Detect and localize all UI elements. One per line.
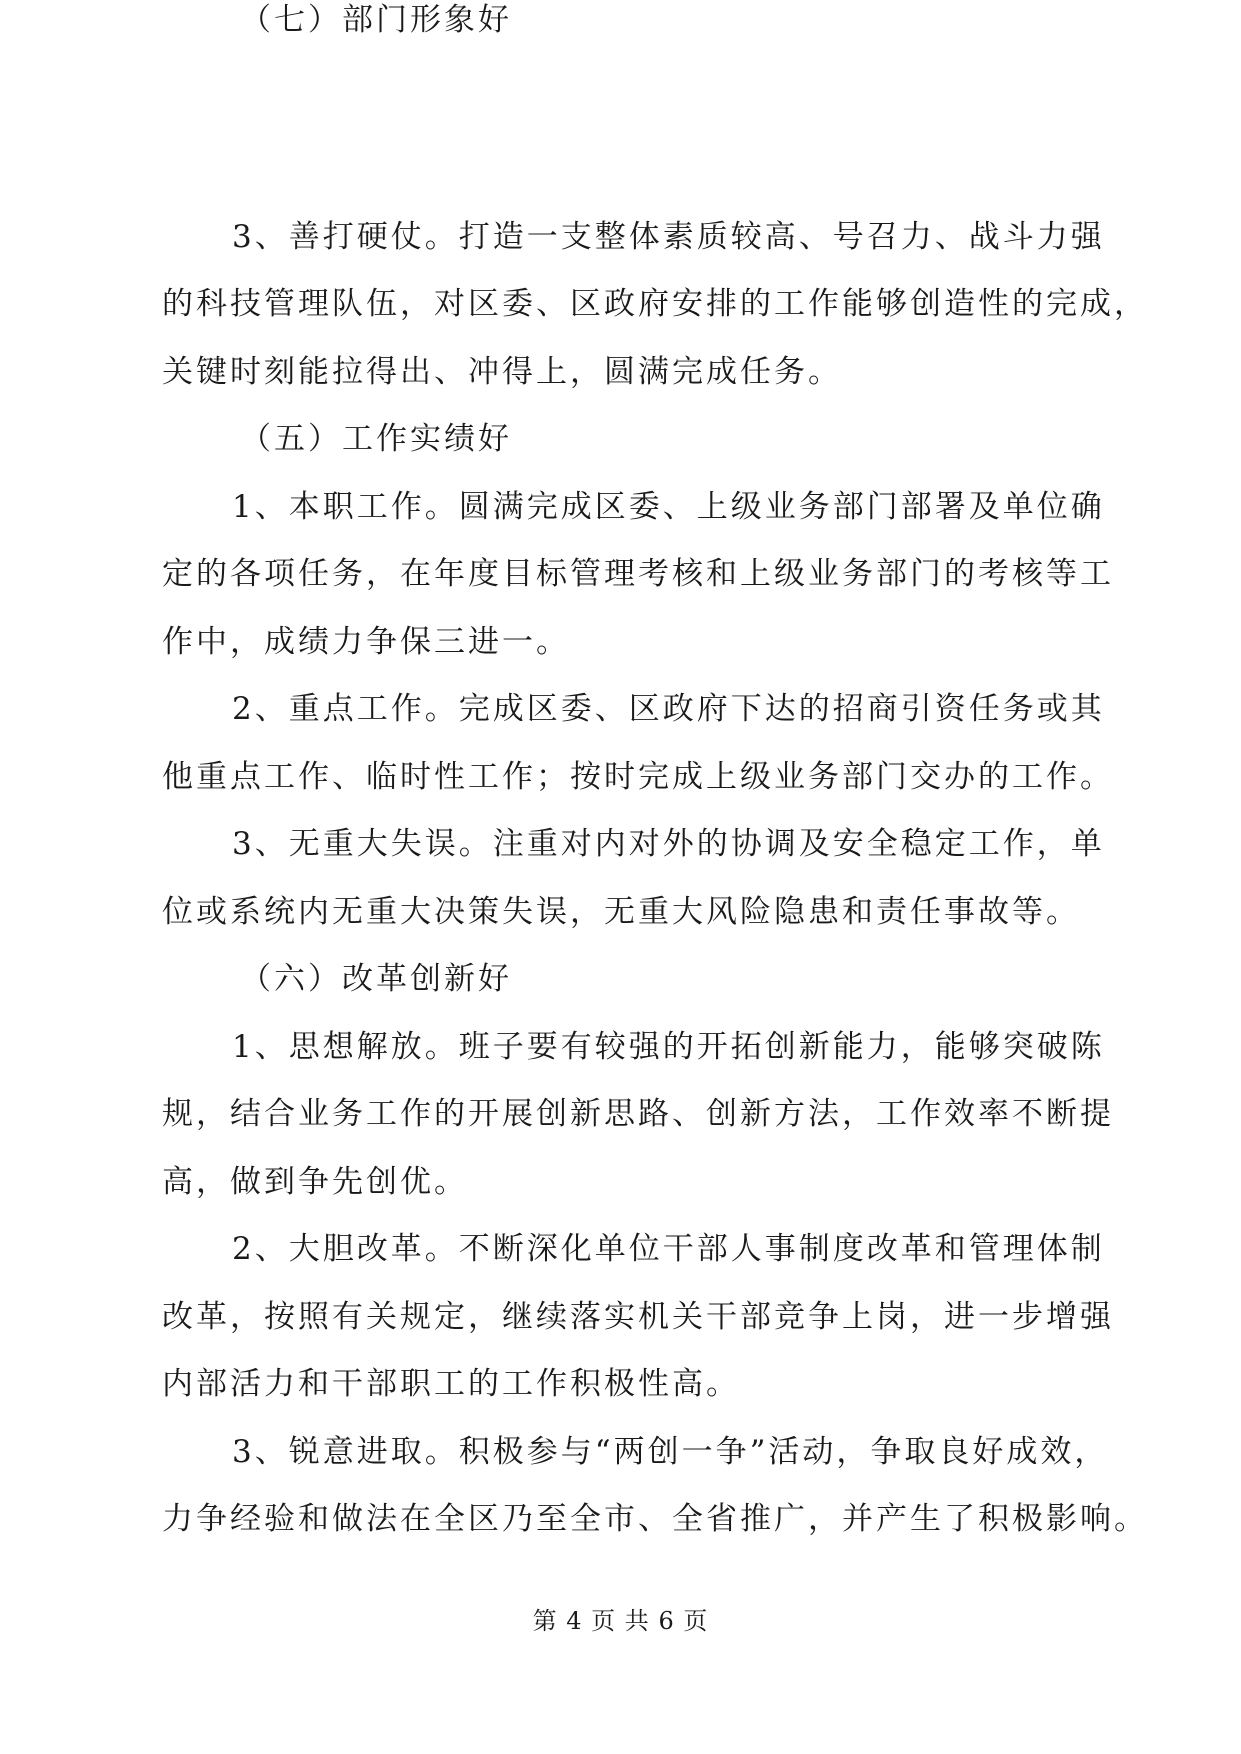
text-line: 定的各项任务，在年度目标管理考核和上级业务部门的考核等工 [162,556,1114,592]
text-line: 的科技管理队伍，对区委、区政府安排的工作能够创造性的完成， [162,286,1148,322]
text-line: 3、锐意进取。积极参与“两创一争”活动，争取良好成效， [232,1434,1109,1470]
heading-line: （六）改革创新好 [240,961,512,997]
text-line: 2、大胆改革。不断深化单位干部人事制度改革和管理体制 [232,1231,1105,1267]
text-line: 1、思想解放。班子要有较强的开拓创新能力，能够突破陈 [232,1029,1105,1065]
text-line: 高，做到争先创优。 [162,1164,468,1200]
text-line: 1、本职工作。圆满完成区委、上级业务部门部署及单位确 [232,489,1105,525]
text-line: 关键时刻能拉得出、冲得上，圆满完成任务。 [162,354,842,390]
page-footer: 第 4 页 共 6 页 [532,1607,709,1635]
text-line: 内部活力和干部职工的工作积极性高。 [162,1366,740,1402]
heading-line: （五）工作实绩好 [240,421,512,457]
heading-line: （七）部门形象好 [240,2,512,38]
text-line: 他重点工作、临时性工作；按时完成上级业务部门交办的工作。 [162,759,1114,795]
text-line: 力争经验和做法在全区乃至全市、全省推广，并产生了积极影响。 [162,1501,1148,1537]
text-line: 改革，按照有关规定，继续落实机关干部竞争上岗，进一步增强 [162,1299,1114,1335]
text-line: 2、重点工作。完成区委、区政府下达的招商引资任务或其 [232,691,1105,727]
text-line: 规，结合业务工作的开展创新思路、创新方法，工作效率不断提 [162,1096,1114,1132]
text-line: 3、无重大失误。注重对内对外的协调及安全稳定工作，单 [232,826,1105,862]
text-line: 作中，成绩力争保三进一。 [162,624,570,660]
text-line: 位或系统内无重大决策失误，无重大风险隐患和责任事故等。 [162,894,1080,930]
text-line: 3、善打硬仗。打造一支整体素质较高、号召力、战斗力强 [232,219,1105,255]
